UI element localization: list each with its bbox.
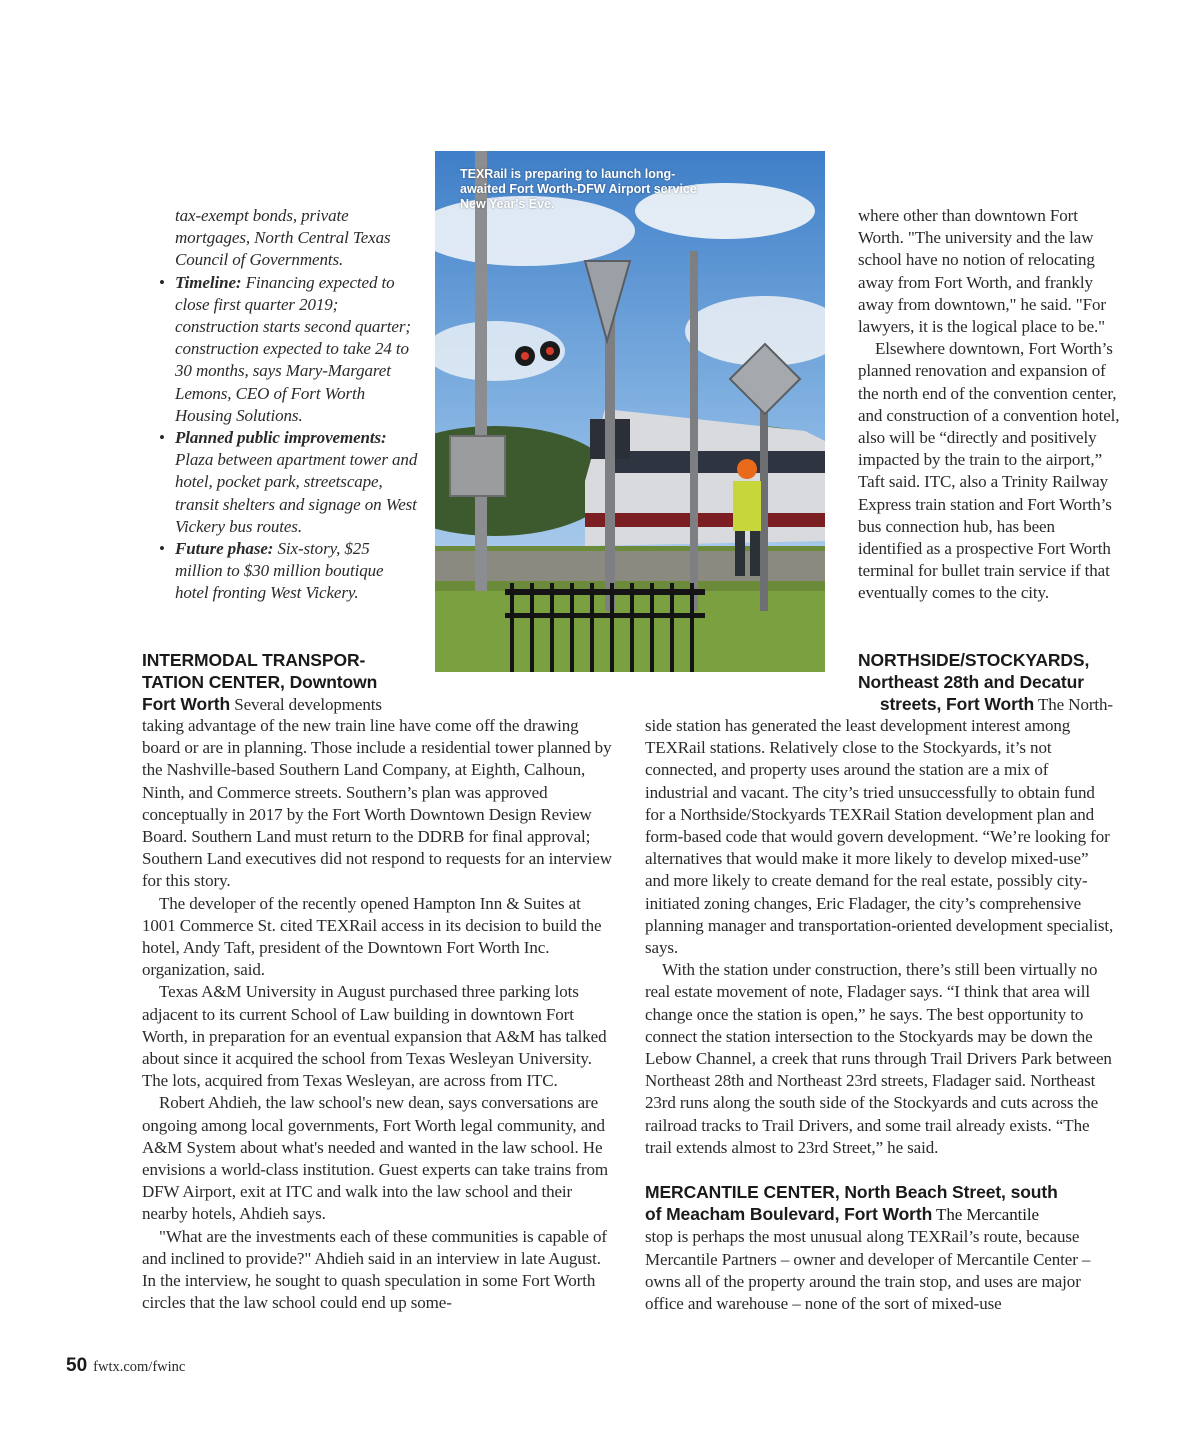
right-column: [645, 715, 1115, 1315]
lead-text: The North-: [1034, 695, 1113, 714]
spacer: [645, 1159, 1115, 1181]
section-heading-intermodal: [142, 649, 432, 693]
heading-inline: Fort Worth: [142, 694, 231, 714]
site-url: fwtx.com/fwinc: [93, 1359, 186, 1375]
page-number: 50: [66, 1355, 88, 1376]
heading-line-with-lead: [645, 1203, 1115, 1226]
paragraph: Texas A&M University in August purchased three parking lots adjacent to its current School of Law building in downtown Fort Worth, in preparation for an eventual expansion that A&M has talked about since it acquired the school from Texas Wesleyan University. The lots, acquired from Texas Wesleyan, are across from ITC.: [142, 982, 607, 1091]
top-right-column: [858, 205, 1120, 605]
paragraph: Robert Ahdieh, the law school's new dean, says conversations are ongoing among local governments, Fort Worth legal community, and A&M System about what's needed and wanted in the law school. He envisions a world-class institution. Guest experts can take trains from DFW Airport, exit at ITC and walk into the law school and their nearby hotels, Ahdieh says.: [142, 1093, 608, 1224]
heading-line: TATION CENTER, Downtown: [142, 672, 378, 693]
paragraph: stop is perhaps the most unusual along TEXRail’s route, because Mercantile Partners – owner and developer of Mercantile Center – owns all of the property around the train stop, and uses are major office and warehouse – none of the sort of mixed-use: [645, 1227, 1091, 1314]
photo-caption: TEXRail is preparing to launch long-awaited Fort Worth-DFW Airport service New Year's Eve.: [460, 167, 697, 211]
section-heading-mercantile: [645, 1181, 1115, 1226]
heading-line: Northeast 28th and Decatur: [858, 672, 1084, 693]
heading-line: NORTHSIDE/STOCKYARDS,: [858, 650, 1090, 670]
lead-text: The Mercantile: [932, 1205, 1039, 1225]
paragraph: With the station under construction, there’s still been virtually no real estate movement of note, Fladager says. “I think that area will change once the station is open,” he says. The best opportunity to connect the station intersection to the Stockyards may be down the Lebow Channel, a creek that runs through Trail Drivers Park between Northeast 28th and Northeast 23rd streets, Fladager said. Northeast 23rd runs along the south side of the Stockyards and cuts across the railroad tracks to Trail Drivers, and some trail already exists. “The trail extends almost to 23rd Street,” he said.: [645, 960, 1112, 1157]
heading-line: MERCANTILE CENTER, North Beach Street, south: [645, 1182, 1058, 1203]
train-crossing-illustration: [435, 151, 825, 672]
bullet-list: [175, 272, 420, 605]
bullet-text: Financing expected to close first quarter 2019; construction starts second quarter; construction expected to take 24 to 30 months, says Mary-Margaret Lemons, CEO of Fort Worth Housing Solutions.: [175, 272, 411, 425]
section-heading-northside: [858, 649, 1120, 693]
bullet-text: Six-story, $25 million to $30 million boutique hotel fronting West Vickery.: [175, 539, 384, 603]
bullet-column: [175, 205, 420, 605]
bullet-label: Planned public improvements:: [175, 428, 387, 448]
paragraph: The developer of the recently opened Hampton Inn & Suites at 1001 Commerce St. cited TEXRail access in its decision to build the hotel, Andy Taft, president of the Downtown Fort Worth Inc. organization, said.: [142, 893, 602, 980]
heading-inline: of Meacham Boulevard, Fort Worth: [645, 1204, 933, 1225]
left-column: [142, 715, 614, 1314]
paragraph: taking advantage of the new train line have come off the drawing board or are in planning. Those include a residential tower planned by the Nashville-based Southern Land Company, at Eighth, Calhoun, Ninth, and Commerce streets. Southern’s plan was approved conceptually in 2017 by the Fort Worth Downtown Design Review Board. Southern Land must return to the DDRB for final approval; Southern Land executives did not respond to requests for an interview for this story.: [142, 716, 612, 891]
train-photo: [435, 151, 825, 672]
bullet-lead-in: tax-exempt bonds, private mortgages, North Central Texas Council of Governments.: [175, 206, 391, 270]
list-item: [175, 538, 420, 605]
paragraph: "What are the investments each of these communities is capable of and inclined to provide?" Ahdieh said in an interview in late August. In the interview, he sought to quash speculation in some Fort Worth circles that the law school could end up some-: [142, 1226, 607, 1313]
bullet-label: Future phase:: [175, 539, 274, 559]
intermodal-lead-line: [142, 693, 432, 716]
paragraph: side station has generated the least development interest among TEXRail stations. Relatively close to the Stockyards, it’s not connected, and property uses around the station are a mix of industrial and vacant. The city’s tried unsuccessfully to obtain fund for a Northside/Stockyards TEXRail Station development plan and form-based code that would govern development. “We’re looking for alternatives that would make it more likely to develop mixed-use” and more likely to create demand for the real estate, possibly city-initiated zoning changes, Eric Fladager, the city’s comprehensive planning manager and transportation-oriented development specialist, says.: [645, 716, 1114, 958]
list-item: [175, 272, 420, 427]
paragraph: where other than downtown Fort Worth. "The university and the law school have no notion of relocating away from Fort Worth, and frankly away from downtown," he said. "For lawyers, it is the logical place to be.": [858, 206, 1106, 337]
lead-text: Several developments: [230, 695, 382, 714]
northside-lead-line: [820, 693, 1113, 716]
bullet-label: Timeline:: [175, 272, 242, 292]
heading-inline: streets, Fort Worth: [879, 694, 1035, 714]
heading-line: INTERMODAL TRANSPOR-: [142, 650, 366, 670]
bullet-text: Plaza between apartment tower and hotel, pocket park, streetscape, transit shelters and signage on West Vickery bus routes.: [175, 450, 418, 536]
paragraph: Elsewhere downtown, Fort Worth’s planned renovation and expansion of the north end of the convention center, and construction of a convention hotel, also will be “directly and positively impacted by the train to the airport,” Taft said. ITC, also a Trinity Railway Express train station and Fort Worth’s bus connection hub, has been identified as a prospective Fort Worth terminal for bullet train service if that eventually comes to the city.: [858, 339, 1120, 603]
page-folio: [66, 1355, 185, 1377]
list-item: [175, 427, 420, 538]
